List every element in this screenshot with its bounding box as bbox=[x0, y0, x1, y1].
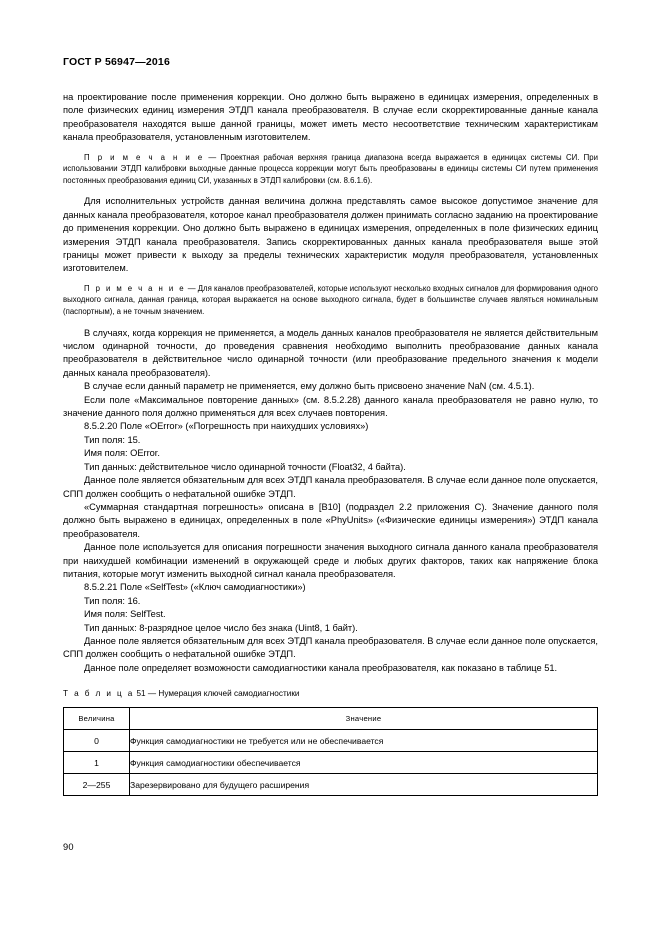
page-number: 90 bbox=[63, 842, 74, 852]
document-header: ГОСТ Р 56947—2016 bbox=[63, 56, 171, 68]
table-header-value: Величина bbox=[64, 708, 130, 730]
paragraph-mandatory-oerror: Данное поле является обязательным для всех ЭТДП канала преобразователя. В случае если данное поле опускается, СПП должен сообщить о нефатальной ошибке ЭТДП. bbox=[63, 475, 598, 499]
cell-value: 0 bbox=[64, 730, 130, 752]
field-type-oerror: Тип поля: 15. bbox=[84, 434, 141, 445]
table-row bbox=[64, 774, 598, 796]
cell-value: 2—255 bbox=[64, 774, 130, 796]
table-caption-text: 51 — Нумерация ключей самодиагностики bbox=[134, 689, 300, 699]
field-name-selftest: Имя поля: SelfTest. bbox=[84, 609, 166, 620]
note-text: — Проектная рабочая верхняя граница диапазона всегда выражается в единицах системы СИ. При использовании ЭТДП калибровки выходные данные процесса коррекции могут быть преобразованы в единицы системы СИ путем применения постоянных преобразования единиц СИ, указанных в ЭТДП калибровки (см. 8.6.1.6). bbox=[63, 152, 598, 185]
clause-8-5-2-21-title: 8.5.2.21 Поле «SelfTest» («Ключ самодиагностики») bbox=[84, 582, 306, 593]
cell-value: 1 bbox=[64, 752, 130, 774]
table-header-row bbox=[64, 708, 598, 730]
data-type-oerror: Тип данных: действительное число одинарной точности (Float32, 4 байта). bbox=[84, 461, 406, 472]
paragraph-usage-oerror: Данное поле используется для описания погрешности значения выходного сигнала данного канала преобразователя при наихудшей комбинации изменений в окружающей среде и любых других факторов, таких как напряжение блока питания, которые могут изменить выходной сигнал канала преобразователя. bbox=[63, 542, 598, 579]
note-block-2 bbox=[63, 283, 598, 318]
paragraph-no-correction: В случаях, когда коррекция не применяется, а модель данных каналов преобразователя не является действительным числом одинарной точности, до проведения сравнения необходимо выполнить преобразование данных канала преобразователя в действительное число одинарной точности (или преобразование предельного значения к модели данных канала преобразователя). bbox=[63, 327, 598, 378]
table-caption-label: Т а б л и ц а bbox=[63, 689, 135, 699]
table-row bbox=[64, 730, 598, 752]
paragraph-table-reference: Данное поле определяет возможности самодиагностики канала преобразователя, как показано в таблице 51. bbox=[84, 662, 558, 673]
paragraph-continuation: на проектирование после применения коррекции. Оно должно быть выражено в единицах измерения, определенных в поле физических единиц измерения ЭТДП канала преобразователя. В случае если скорректированные данные канала преобразователя находятся выше данной границы, может иметь место несоответствие техническим характеристикам канала преобразователя, установленным изготовителем. bbox=[63, 92, 598, 143]
paragraph-actuators: Для исполнительных устройств данная величина должна представлять самое высокое допустимое значение для данных канала преобразователя, которое канал преобразователя должен принимать согласно заданию на проектирование до применения коррекции. Оно должно быть выражено в единицах измерения, определенных в поле физических единиц измерения ЭТДП канала преобразователя. Запись скорректированных данных канала преобразователя выше этой границы может привести к выходу за пределы технических характеристик модуля преобразователя, установленных изготовителем. bbox=[63, 196, 598, 274]
cell-meaning: Функция самодиагностики обеспечивается bbox=[130, 752, 598, 774]
note-label: П р и м е ч а н и е bbox=[84, 283, 186, 293]
page-content bbox=[63, 56, 598, 796]
paragraph-nan: В случае если данный параметр не применяется, ему должно быть присвоено значение NaN (см. 4.5.1). bbox=[84, 381, 535, 392]
selftest-key-table bbox=[63, 707, 598, 796]
field-type-selftest: Тип поля: 16. bbox=[84, 595, 141, 606]
clause-8-5-2-20-title: 8.5.2.20 Поле «OError» («Погрешность при наихудших условиях») bbox=[84, 421, 369, 432]
note-text: — Для каналов преобразователей, которые используют несколько входных сигналов для формирования одного выходного сигнала, данная граница, которая выражается на основе выходного сигнала, будет в большинстве случаев являться номинальным (паспортным), а не точным значением. bbox=[63, 283, 598, 317]
table-caption bbox=[63, 688, 598, 699]
data-type-selftest: Тип данных: 8-разрядное целое число без знака (Uint8, 1 байт). bbox=[84, 622, 358, 633]
table-row bbox=[64, 752, 598, 774]
field-name-oerror: Имя поля: OError. bbox=[84, 448, 160, 459]
note-label: П р и м е ч а н и е bbox=[84, 152, 205, 162]
spacer bbox=[63, 675, 598, 688]
cell-meaning: Функция самодиагностики не требуется или не обеспечивается bbox=[130, 730, 598, 752]
note-block-1 bbox=[63, 152, 598, 187]
cell-meaning: Зарезервировано для будущего расширения bbox=[130, 774, 598, 796]
spacer bbox=[63, 186, 598, 195]
spacer bbox=[63, 145, 598, 152]
paragraph-mandatory-selftest: Данное поле является обязательным для всех ЭТДП канала преобразователя. В случае если данное поле опускается, СПП должен сообщить о нефатальной ошибке ЭТДП. bbox=[63, 635, 598, 660]
spacer bbox=[63, 318, 598, 327]
table-header-meaning: Значение bbox=[130, 708, 598, 730]
paragraph-standard-uncertainty: «Суммарная стандартная погрешность» описана в [B10] (подраздел 2.2 приложения C). Значение данного поля должно быть выражено в единицах, определенных в поле «PhyUnits» («Физические единицы измерения») ЭТДП канала преобразователя. bbox=[63, 501, 598, 539]
paragraph-max-repeat: Если поле «Максимальное повторение данных» (см. 8.5.2.28) данного канала преобразователя не равно нулю, то значение данного поля должно применяться для всех случаев повторения. bbox=[63, 394, 598, 419]
spacer bbox=[63, 276, 598, 283]
